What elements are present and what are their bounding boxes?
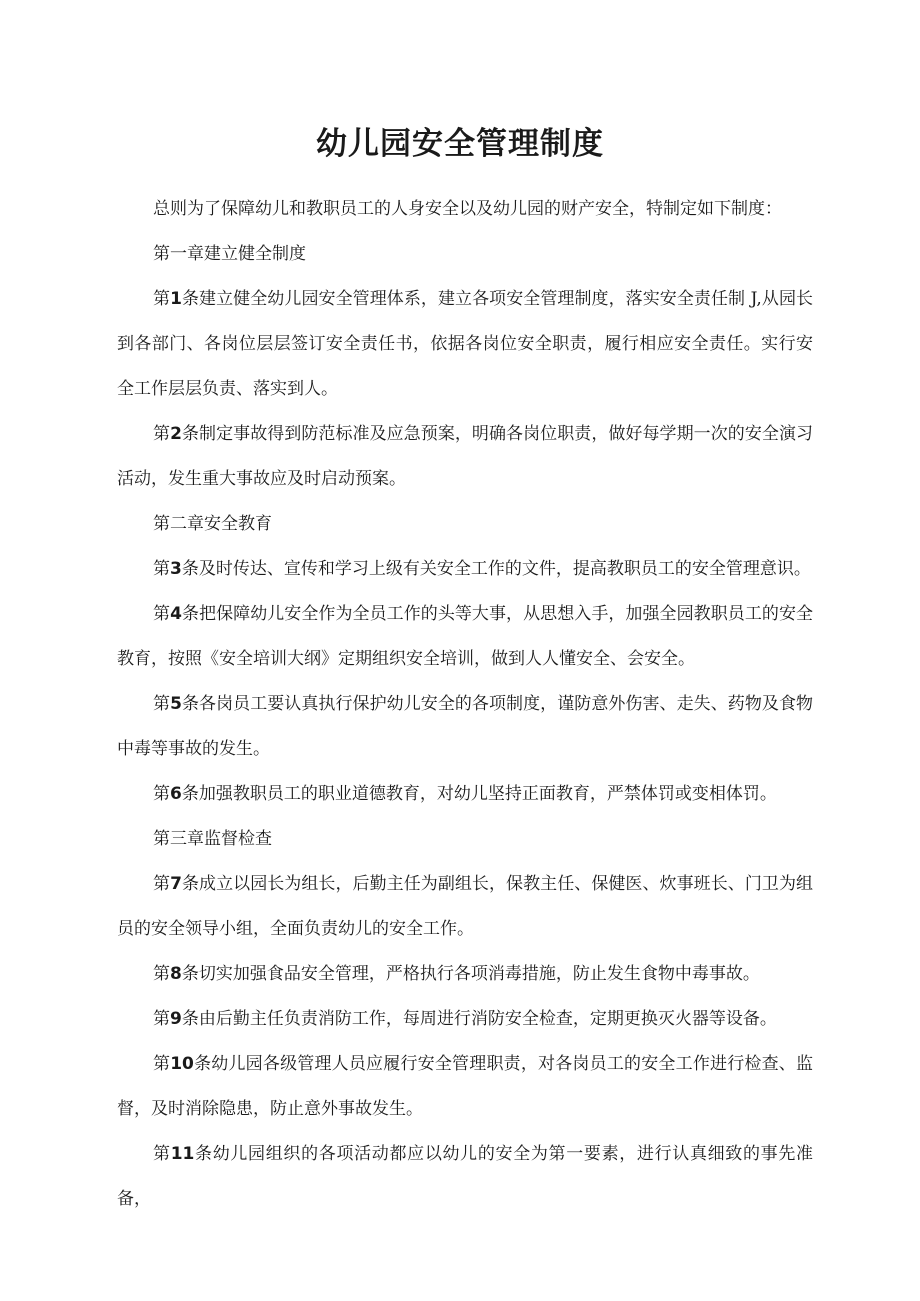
paragraph-preamble: 总则为了保障幼儿和教职员工的人身安全以及幼儿园的财产安全，特制定如下制度： [153,199,782,219]
article-number: 3 [170,559,182,579]
article-number: 1 [170,289,182,309]
article-3: 第3条及时传达、宣传和学习上级有关安全工作的文件，提高教职员工的安全管理意识。 [153,559,811,579]
article-2: 第2条制定事故得到防范标准及应急预案，明确各岗位职责，做好每学期一次的安全演习活动，发生重大事故应及时启动预案。 [117,424,814,489]
chapter-heading-2: 第二章安全教育 [153,514,272,534]
article-1: 第1条建立健全幼儿园安全管理体系，建立各项安全管理制度，落实安全责任制 J,从园长到各部门、各岗位层层签订安全责任书，依据各岗位安全职责，履行相应安全责任。实行安全工作层层负责、落实到人。 [117,289,814,399]
article-number: 9 [170,1009,182,1029]
article-number: 8 [170,964,182,984]
article-number: 5 [170,694,182,714]
document-body [117,187,813,1222]
article-8: 第8条切实加强食品安全管理，严格执行各项消毒措施，防止发生食物中毒事故。 [153,964,760,984]
article-11: 第11条幼儿园组织的各项活动都应以幼儿的安全为第一要素，进行认真细致的事先准备， [117,1144,814,1209]
chapter-heading-1: 第一章建立健全制度 [153,244,306,264]
article-number: 6 [170,784,182,804]
article-7: 第7条成立以园长为组长，后勤主任为副组长，保教主任、保健医、炊事班长、门卫为组员的安全领导小组，全面负责幼儿的安全工作。 [117,874,814,939]
article-10: 第10条幼儿园各级管理人员应履行安全管理职责，对各岗员工的安全工作进行检查、监督，及时消除隐患，防止意外事故发生。 [117,1054,814,1119]
article-4: 第4条把保障幼儿安全作为全员工作的头等大事，从思想入手，加强全园教职员工的安全教育，按照《安全培训大纲》定期组织安全培训，做到人人懂安全、会安全。 [117,604,814,669]
article-9: 第9条由后勤主任负责消防工作，每周进行消防安全检查，定期更换灭火器等设备。 [153,1009,777,1029]
article-number: 10 [170,1054,194,1074]
page-title: 幼儿园安全管理制度 [316,126,604,162]
article-number: 7 [170,874,182,894]
article-number: 4 [170,604,182,624]
chapter-heading-3: 第三章监督检查 [153,829,272,849]
article-number: 2 [170,424,182,444]
article-6: 第6条加强教职员工的职业道德教育，对幼儿坚持正面教育，严禁体罚或变相体罚。 [153,784,777,804]
article-number: 11 [170,1144,195,1164]
article-5: 第5条各岗员工要认真执行保护幼儿安全的各项制度，谨防意外伤害、走失、药物及食物中毒等事故的发生。 [117,694,814,759]
